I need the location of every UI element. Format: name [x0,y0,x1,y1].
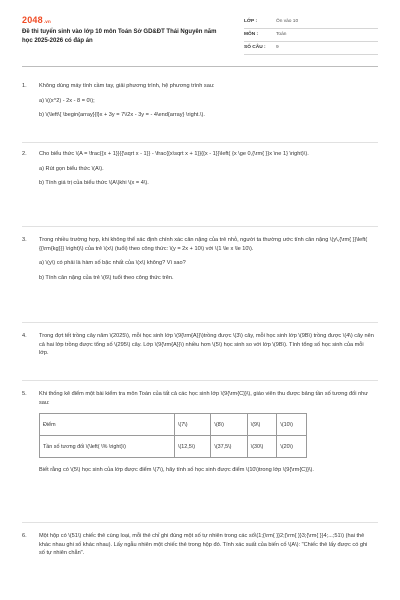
question-part: a) \((x^2) - 2x - 8 = 0\); [39,97,95,104]
question-divider [22,322,378,323]
question-number: 2. [22,151,27,157]
question-1 [22,82,374,126]
meta-label: SỐ CÂU : [244,45,266,51]
meta-value: Ôn vào 10 [276,19,299,25]
question-body [39,82,374,120]
question-body [39,332,374,358]
table-cell: \(12,5\) [175,436,211,458]
question-body [39,150,374,188]
question-stem: Cho biểu thức \(A = \frac{{x + 1}}{{\sqrt x - 1}} - \frac{{x\sqrt x + 1}}{{x - 1}}\left( {x \ge 0,{\rm{ }}x \ne 1} \right)\). [39,151,309,157]
question-stem: Trong nhiều trường hợp, khi không thể xác định chính xác cân nặng của trẻ nhỏ, người ta thường ước tính cân nặng \(y\,{\rm{ }}\left( {{\rm{kg}}} \right)\) của trẻ \(x\) (tuổi) theo công thức: \(y = 2x + 10\) với \(1 \le x \le 10\). [39,237,368,252]
question-4 [22,332,374,364]
question-part: a) \(y\) có phải là hàm số bậc nhất của \(x\) không? Vì sao? [39,260,186,267]
question-number: 6. [22,533,27,539]
site-logo[interactable] [22,14,51,28]
question-body [39,532,374,558]
meta-row-subject [244,29,378,42]
question-body [39,390,374,475]
meta-info [244,16,378,55]
question-number: 3. [22,237,27,243]
table-cell: Điểm [40,414,175,436]
question-stem: Không dùng máy tính cầm tay, giải phương trình, hệ phương trình sau: [39,83,215,89]
logo-text: 2048 [22,15,43,25]
question-number: 5. [22,391,27,397]
question-stem: Một hộp có \(51\) chiếc thẻ cùng loại, mỗi thẻ chỉ ghi đúng một số tự nhiên trong các số\(1;{\rm{ }}2;{\rm{ }}3;{\rm{ }}4;...;51\) (hai thẻ khác nhau ghi số khác nhau). Lấy ngẫu nhiên một chiếc thẻ trong hộp đó. Tính xác suất của biến cố \(A\): "Chiếc thẻ lấy được có ghi số tự nhiên chẵn". [39,533,368,557]
question-part: a) Rút gọn biểu thức \(A\). [39,165,104,172]
logo-suffix: .vn [43,19,51,24]
meta-row-count [244,42,378,55]
question-part: b) Tính cân nặng của trẻ \(6\) tuổi theo công thức trên. [39,274,174,281]
table-cell: \(9\) [247,414,277,436]
question-2 [22,150,374,194]
header-divider [22,66,378,67]
table-row [40,436,307,458]
table-cell: Tần số tương đối \(\left( \% \right)\) [40,436,175,458]
document-header [22,14,378,58]
question-part: b) Tính giá trị của biểu thức \(A\)khi \(x = 4\). [39,180,149,187]
document-title: Đề thi tuyển sinh vào lớp 10 môn Toán Sở GD&ĐT Thái Nguyên năm học 2025-2026 có đáp án [22,29,217,44]
question-5 [22,390,374,481]
meta-label: LỚP : [244,19,258,25]
question-body [39,236,374,283]
table-cell: \(7\) [175,414,211,436]
question-part: b) \(\left\{ \begin{array}{l}x + 3y = 7\\2x - 3y = - 4\end{array} \right.\). [39,112,205,119]
table-row [40,414,307,436]
meta-label: MÔN : [244,32,259,38]
question-6 [22,532,374,564]
meta-row-class [244,16,378,29]
frequency-table [39,413,307,458]
question-number: 1. [22,83,27,89]
meta-value: Toán [276,32,287,38]
table-cell: \(10\) [277,414,307,436]
question-divider [22,142,378,143]
question-stem: Trong đợt tết trồng cây năm \(2025\), mỗi học sinh lớp \(9{\rm{A}}\)trồng được \(3\) cây, mỗi học sinh lớp \(9B\) trồng được \(4\) cây nên cả hai lớp trồng được tổng số \(295\) cây. Lớp \(9{\rm{A}}\) nhiều hơn \(5\) học sinh so với lớp \(9B\). Tính tổng số học sinh của mỗi lớp. [39,333,374,357]
question-stem: Khi thống kê điểm một bài kiểm tra môn Toán của tất cả các học sinh lớp \(9{\rm{C}}\), giáo viên thu được bảng tần số tương đối như sau: [39,391,369,406]
question-3 [22,236,374,289]
table-cell: \(30\) [247,436,277,458]
question-divider [22,522,378,523]
meta-value: 9 [276,45,279,51]
table-cell: \(20\) [277,436,307,458]
question-divider [22,226,378,227]
table-cell: \(37,5\) [211,436,247,458]
question-followup: Biết rằng có \(5\) học sinh của lớp được điểm \(7\), hãy tính số học sinh được điểm \(10\)trong lớp \(9{\rm{C}}\). [39,467,314,474]
question-divider [22,380,378,381]
question-number: 4. [22,333,27,339]
table-cell: \(8\) [211,414,247,436]
